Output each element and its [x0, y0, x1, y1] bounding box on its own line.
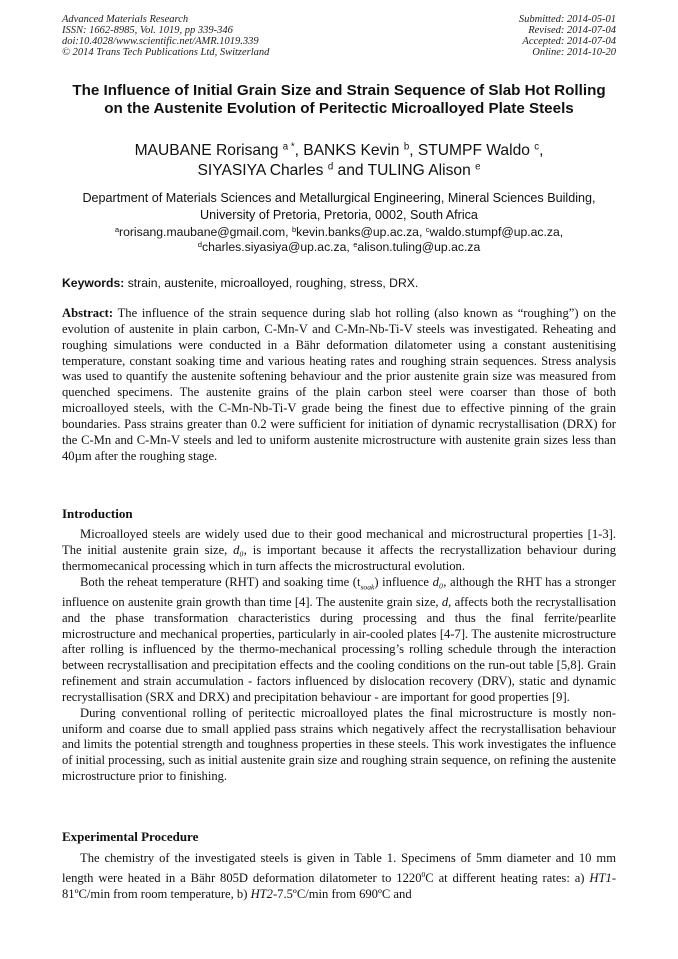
- author-name: TULING Alison: [367, 162, 471, 179]
- paragraph-text: Both the reheat temperature (RHT) and soaking time (t: [80, 574, 361, 589]
- paragraph: [62, 527, 616, 575]
- abstract-text: The influence of the strain sequence during slab hot rolling (also known as “roughing”) on the evolution of austenite in plain carbon, C-Mn-V and C-Mn-Nb-Ti-V steels was investigated. Reheating and roughing simulations were conducted in a Bähr deformation dilatometer using a constant austenitising temperature, constant soaking time and various heating rates and roughing strain sequences. Stress analysis was used to quantify the austenite softening behaviour and the prior austenite grain size was measured from quenched specimens. The austenite grains of the plain carbon steel were coarser than those of both microalloyed steels, with the C-Mn-Nb-Ti-V grade being the finest due to effective pinning of the grain boundaries. Pass strains greater than 0.2 were sufficient for initiation of dynamic recrystallisation (DRX) for the C-Mn and C-Mn-V steels and led to uniform austenite microstructure with austenite grain sizes less than 40µm after the roughing stage.: [62, 306, 616, 463]
- math-variable: d₀,: [233, 542, 247, 557]
- email-mark: c: [425, 224, 430, 234]
- author-name: SIYASIYA Charles: [197, 162, 324, 179]
- journal-copyright: © 2014 Trans Tech Publications Ltd, Switzerland: [62, 47, 270, 58]
- paragraph-text: ) influence: [374, 574, 429, 589]
- email-link[interactable]: alison.tuling@up.ac.za: [357, 240, 481, 254]
- email-mark: b: [291, 224, 297, 234]
- paragraph: During conventional rolling of peritectic microalloyed plates the final microstructure is mostly non-uniform and coarse due to small applied pass strains which negatively affect the recrystallisation behaviour and limits the potential strength and toughness properties in these steels. This work investigates the influence of initial processing, such as initial austenite grain size and roughing strain sequence, on refining the austenite microstructure prior to finishing.: [62, 705, 616, 784]
- paragraph-text: , although the RHT has a stronger influence on austenite grain growth than time [4]. The austenite grain size,: [62, 574, 616, 609]
- math-variable: d₀: [432, 574, 444, 589]
- paragraph-text: -7.5ºC/min from 690ºC and: [272, 886, 412, 901]
- keywords-label: Keywords:: [62, 276, 125, 290]
- email-mark: a: [114, 224, 120, 234]
- email-mark: e: [353, 239, 358, 249]
- paragraph-text: Microalloyed steels are widely used due to their good mechanical and microstructural properties [1-3]. The initial austenite grain size,: [62, 527, 616, 557]
- email-link[interactable]: kevin.banks@up.ac.za,: [296, 225, 423, 239]
- journal-header: [62, 14, 269, 58]
- email-link[interactable]: charles.siyasiya@up.ac.za,: [201, 240, 350, 254]
- experimental-body: [62, 851, 616, 903]
- paragraph: [62, 851, 616, 903]
- keywords: [62, 275, 616, 291]
- affiliation-line: Department of Materials Sciences and Metallurgical Engineering, Mineral Sciences Building,: [82, 191, 596, 205]
- author-name: BANKS Kevin: [303, 142, 400, 159]
- author-affiliation-mark: c: [534, 141, 540, 153]
- subscript: soak: [360, 582, 375, 592]
- introduction-body: [62, 527, 616, 785]
- author-emails: [70, 225, 608, 255]
- accepted-date: Accepted: 2014-07-04: [522, 36, 616, 47]
- section-heading-experimental: Experimental Procedure: [62, 829, 199, 844]
- math-variable: d: [441, 594, 449, 609]
- paragraph: [62, 575, 616, 706]
- author-list: MAUBANE Rorisang $^{a *}$, BANKS Kevin $^b$, STUMPF Waldo $^c$, SIYASIYA Charles $^d$ and TULING Alison $^e$: [134, 141, 544, 179]
- paragraph-text: is important because it affects the recrystallization behaviour during thermomecanical processing which in turn affects the microstructural evolution.: [62, 542, 617, 573]
- email-link[interactable]: waldo.stumpf@up.ac.za,: [429, 225, 564, 239]
- math-variable: HT2: [250, 886, 273, 901]
- author-affiliation-mark: b: [403, 141, 410, 153]
- author-affiliation-mark: d: [327, 161, 334, 173]
- online-date: Online: 2014-10-20: [532, 47, 616, 58]
- keywords-text: strain, austenite, microalloyed, roughing, stress, DRX.: [127, 276, 419, 290]
- abstract: [62, 306, 616, 464]
- author-affiliation-mark: a *: [282, 141, 295, 153]
- author-conjunction: and: [337, 162, 364, 179]
- journal-doi[interactable]: doi:10.4028/www.scientific.net/AMR.1019.339: [62, 36, 259, 47]
- paragraph-text: C at different heating rates: a): [425, 871, 585, 886]
- superscript: 0: [421, 869, 426, 879]
- affiliation: [70, 190, 608, 224]
- affiliation-line: University of Pretoria, Pretoria, 0002, South Africa: [200, 208, 478, 222]
- submitted-date: Submitted: 2014-05-01: [518, 14, 616, 25]
- revised-date: Revised: 2014-07-04: [528, 25, 616, 36]
- section-heading-introduction: Introduction: [62, 506, 133, 521]
- paragraph-text: -81ºC/min from room temperature, b): [62, 871, 617, 901]
- author-name: MAUBANE Rorisang: [134, 142, 279, 159]
- dates-header: [519, 14, 616, 58]
- paragraph-text: The chemistry of the investigated steels is given in Table 1. Specimens of 5mm diameter and 10 mm length were heated in a Bähr 805D deformation dilatometer to 1220: [62, 851, 616, 886]
- author-name: STUMPF Waldo: [417, 142, 530, 159]
- math-variable: HT1: [589, 871, 612, 886]
- email-link[interactable]: rorisang.maubane@gmail.com,: [119, 225, 289, 239]
- paper-title: The Influence of Initial Grain Size and Strain Sequence of Slab Hot Rolling on the Austenite Evolution of Peritectic Microalloyed Plate Steels: [72, 82, 606, 117]
- paragraph-text: , affects both the recrystallisation and the phase transformation characteristics during processing and thus the final ferrite/pearlite microstructure and mechanical properties, particularly in air-cooled plates [4-7]. The austenite microstructure after rolling is influenced by the thermo-mechanical processing’s rolling schedule through the interaction between recrystallisation and precipitation effects and the cooling conditions on the run-out table [5,8]. Grain refinement and strain accumulation - factors influenced by dislocation recovery (DRV), static and dynamic recrystallisation (SRX and DRX) and precipitation behaviour - are important for good properties [9].: [62, 594, 616, 704]
- abstract-label: Abstract:: [62, 306, 114, 320]
- journal-issn: ISSN: 1662-8985, Vol. 1019, pp 339-346: [62, 25, 233, 36]
- author-affiliation-mark: e: [475, 161, 481, 173]
- email-mark: d: [197, 239, 202, 249]
- journal-name: Advanced Materials Research: [62, 14, 189, 25]
